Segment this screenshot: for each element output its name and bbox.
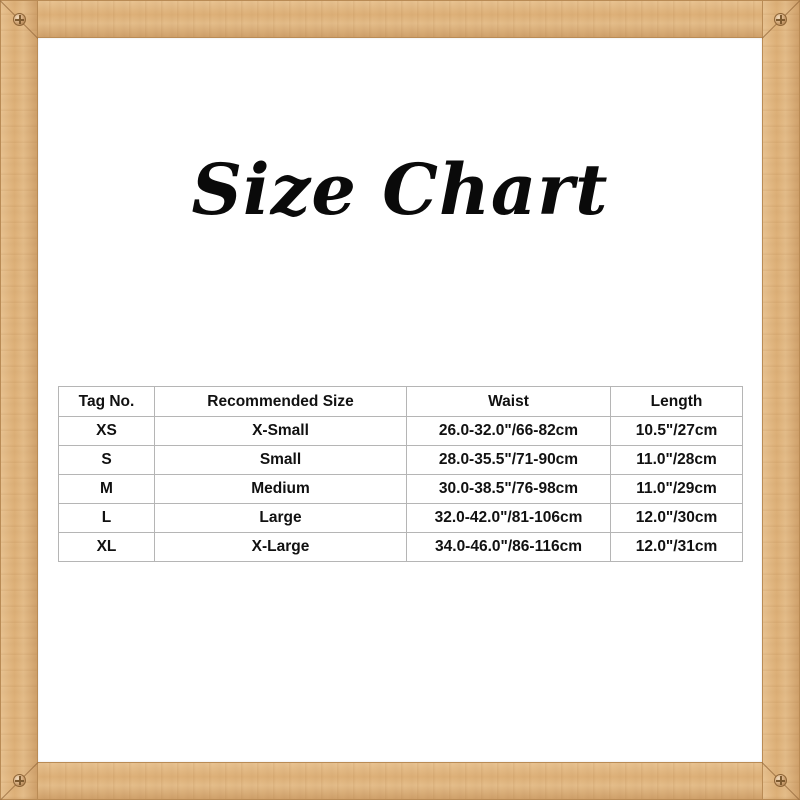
screw-icon-bottom-left — [13, 774, 26, 787]
cell-recommended-size: Small — [155, 446, 407, 475]
cell-length: 11.0"/29cm — [611, 475, 743, 504]
table-row — [59, 475, 743, 504]
cell-waist: 32.0-42.0"/81-106cm — [407, 504, 611, 533]
cell-tag-no: S — [59, 446, 155, 475]
cell-recommended-size: Large — [155, 504, 407, 533]
table-row — [59, 533, 743, 562]
wooden-frame-left — [0, 0, 38, 800]
column-header-length: Length — [611, 387, 743, 417]
cell-waist: 26.0-32.0"/66-82cm — [407, 417, 611, 446]
wooden-frame-top — [0, 0, 800, 38]
table-row — [59, 417, 743, 446]
page-title: Size Chart — [191, 148, 609, 231]
column-header-recommended-size: Recommended Size — [155, 387, 407, 417]
cell-recommended-size: Medium — [155, 475, 407, 504]
cell-length: 12.0"/30cm — [611, 504, 743, 533]
wooden-frame-right — [762, 0, 800, 800]
cell-length: 10.5"/27cm — [611, 417, 743, 446]
poster-canvas — [38, 38, 762, 762]
cell-recommended-size: X-Small — [155, 417, 407, 446]
cell-length: 11.0"/28cm — [611, 446, 743, 475]
cell-tag-no: XL — [59, 533, 155, 562]
screw-icon-bottom-right — [774, 774, 787, 787]
cell-tag-no: XS — [59, 417, 155, 446]
cell-waist: 30.0-38.5"/76-98cm — [407, 475, 611, 504]
cell-waist: 28.0-35.5"/71-90cm — [407, 446, 611, 475]
table-header-row — [59, 387, 743, 417]
size-chart-table — [58, 386, 743, 562]
cell-length: 12.0"/31cm — [611, 533, 743, 562]
cell-tag-no: M — [59, 475, 155, 504]
screw-icon-top-right — [774, 13, 787, 26]
cell-waist: 34.0-46.0"/86-116cm — [407, 533, 611, 562]
table-row — [59, 446, 743, 475]
column-header-tag-no: Tag No. — [59, 387, 155, 417]
cell-tag-no: L — [59, 504, 155, 533]
table-row — [59, 504, 743, 533]
wooden-frame-bottom — [0, 762, 800, 800]
column-header-waist: Waist — [407, 387, 611, 417]
cell-recommended-size: X-Large — [155, 533, 407, 562]
screw-icon-top-left — [13, 13, 26, 26]
